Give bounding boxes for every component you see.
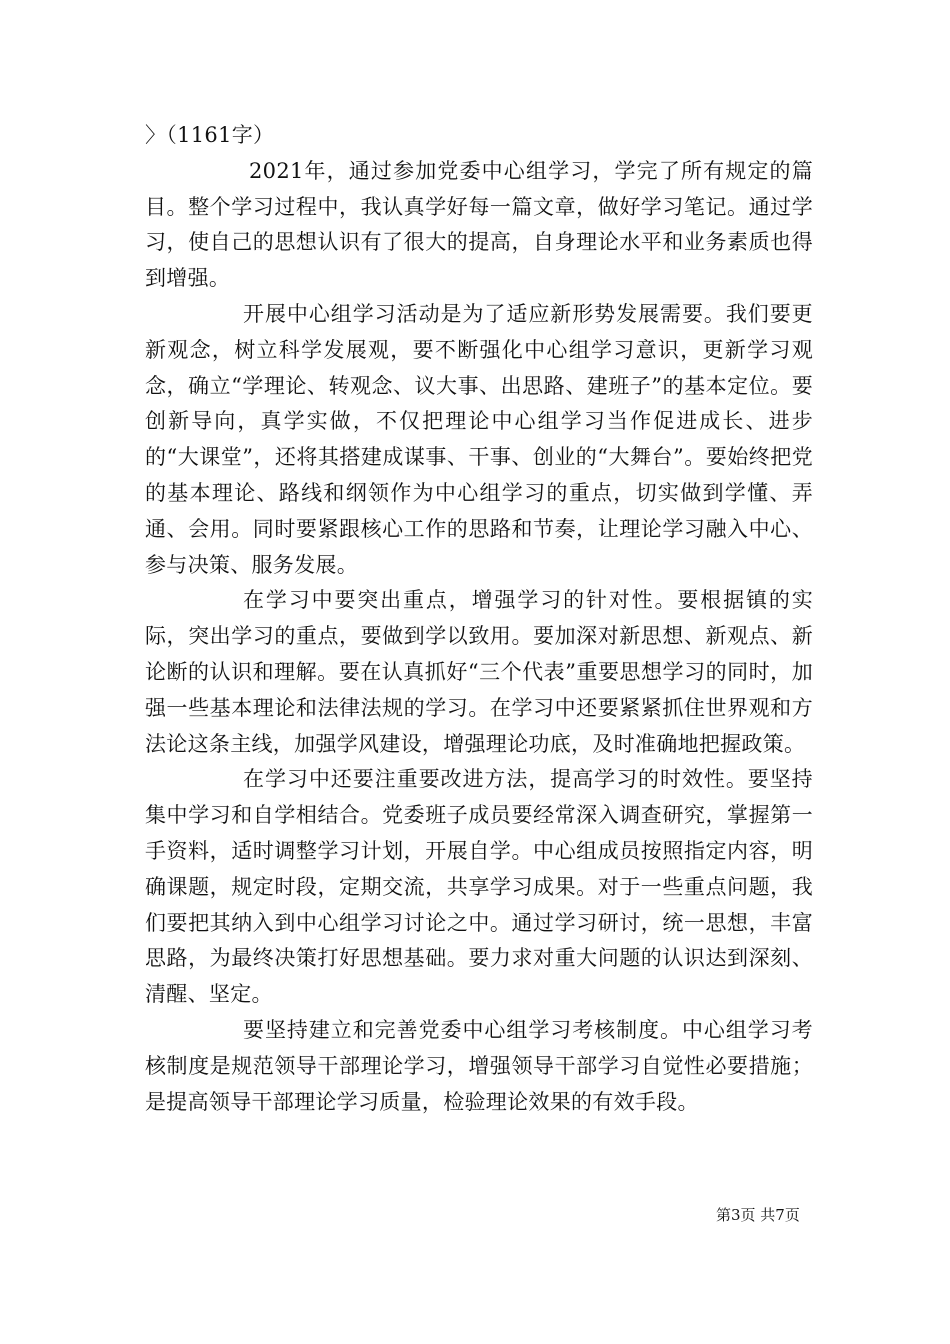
paragraph-2: 开展中心组学习活动是为了适应新形势发展需要。我们要更新观念，树立科学发展观，要不断强化中心组学习意识，更新学习观念，确立“学理论、转观念、议大事、出思路、建班子”的基本定位。要创新导向，真学实做，不仅把理论中心组学习当作促进成长、进步的“大课堂”，还将其搭建成谋事、干事、创业的“大舞台”。要始终把党的基本理论、路线和纲领作为中心组学习的重点，切实做到学懂、弄通、会用。同时要紧跟核心工作的思路和节奏，让理论学习融入中心、参与决策、服务发展。 [145, 301, 813, 577]
document-body [145, 118, 813, 1120]
paragraph-1: 2021年，通过参加党委中心组学习，学完了所有规定的篇目。整个学习过程中，我认真学好每一篇文章，做好学习笔记。通过学习，使自己的思想认识有了很大的提高，自身理论水平和业务素质也得到增强。 [145, 158, 813, 291]
paragraph-3: 在学习中要突出重点，增强学习的针对性。要根据镇的实际，突出学习的重点，要做到学以致用。要加深对新思想、新观点、新论断的认识和理解。要在认真抓好“三个代表”重要思想学习的同时，加强一些基本理论和法律法规的学习。在学习中还要紧紧抓住世界观和方法论这条主线，加强学风建设，增强理论功底，及时准确地把握政策。 [145, 588, 813, 756]
paragraph-4: 在学习中还要注重要改进方法，提高学习的时效性。要坚持集中学习和自学相结合。党委班子成员要经常深入调查研究，掌握第一手资料，适时调整学习计划，开展自学。中心组成员按照指定内容，明确课题，规定时段，定期交流，共享学习成果。对于一些重点问题，我们要把其纳入到中心组学习讨论之中。通过学习研讨，统一思想，丰富思路，为最终决策打好思想基础。要力求对重大问题的认识达到深刻、清醒、坚定。 [145, 767, 813, 1007]
paragraph-5: 要坚持建立和完善党委中心组学习考核制度。中心组学习考核制度是规范领导干部理论学习，增强领导干部学习自觉性必要措施；是提高领导干部理论学习质量，检验理论效果的有效手段。 [145, 1017, 813, 1114]
page-number-footer: 第3页 共7页 [716, 1206, 800, 1224]
word-count-heading: 〉（1161字） [145, 123, 275, 147]
